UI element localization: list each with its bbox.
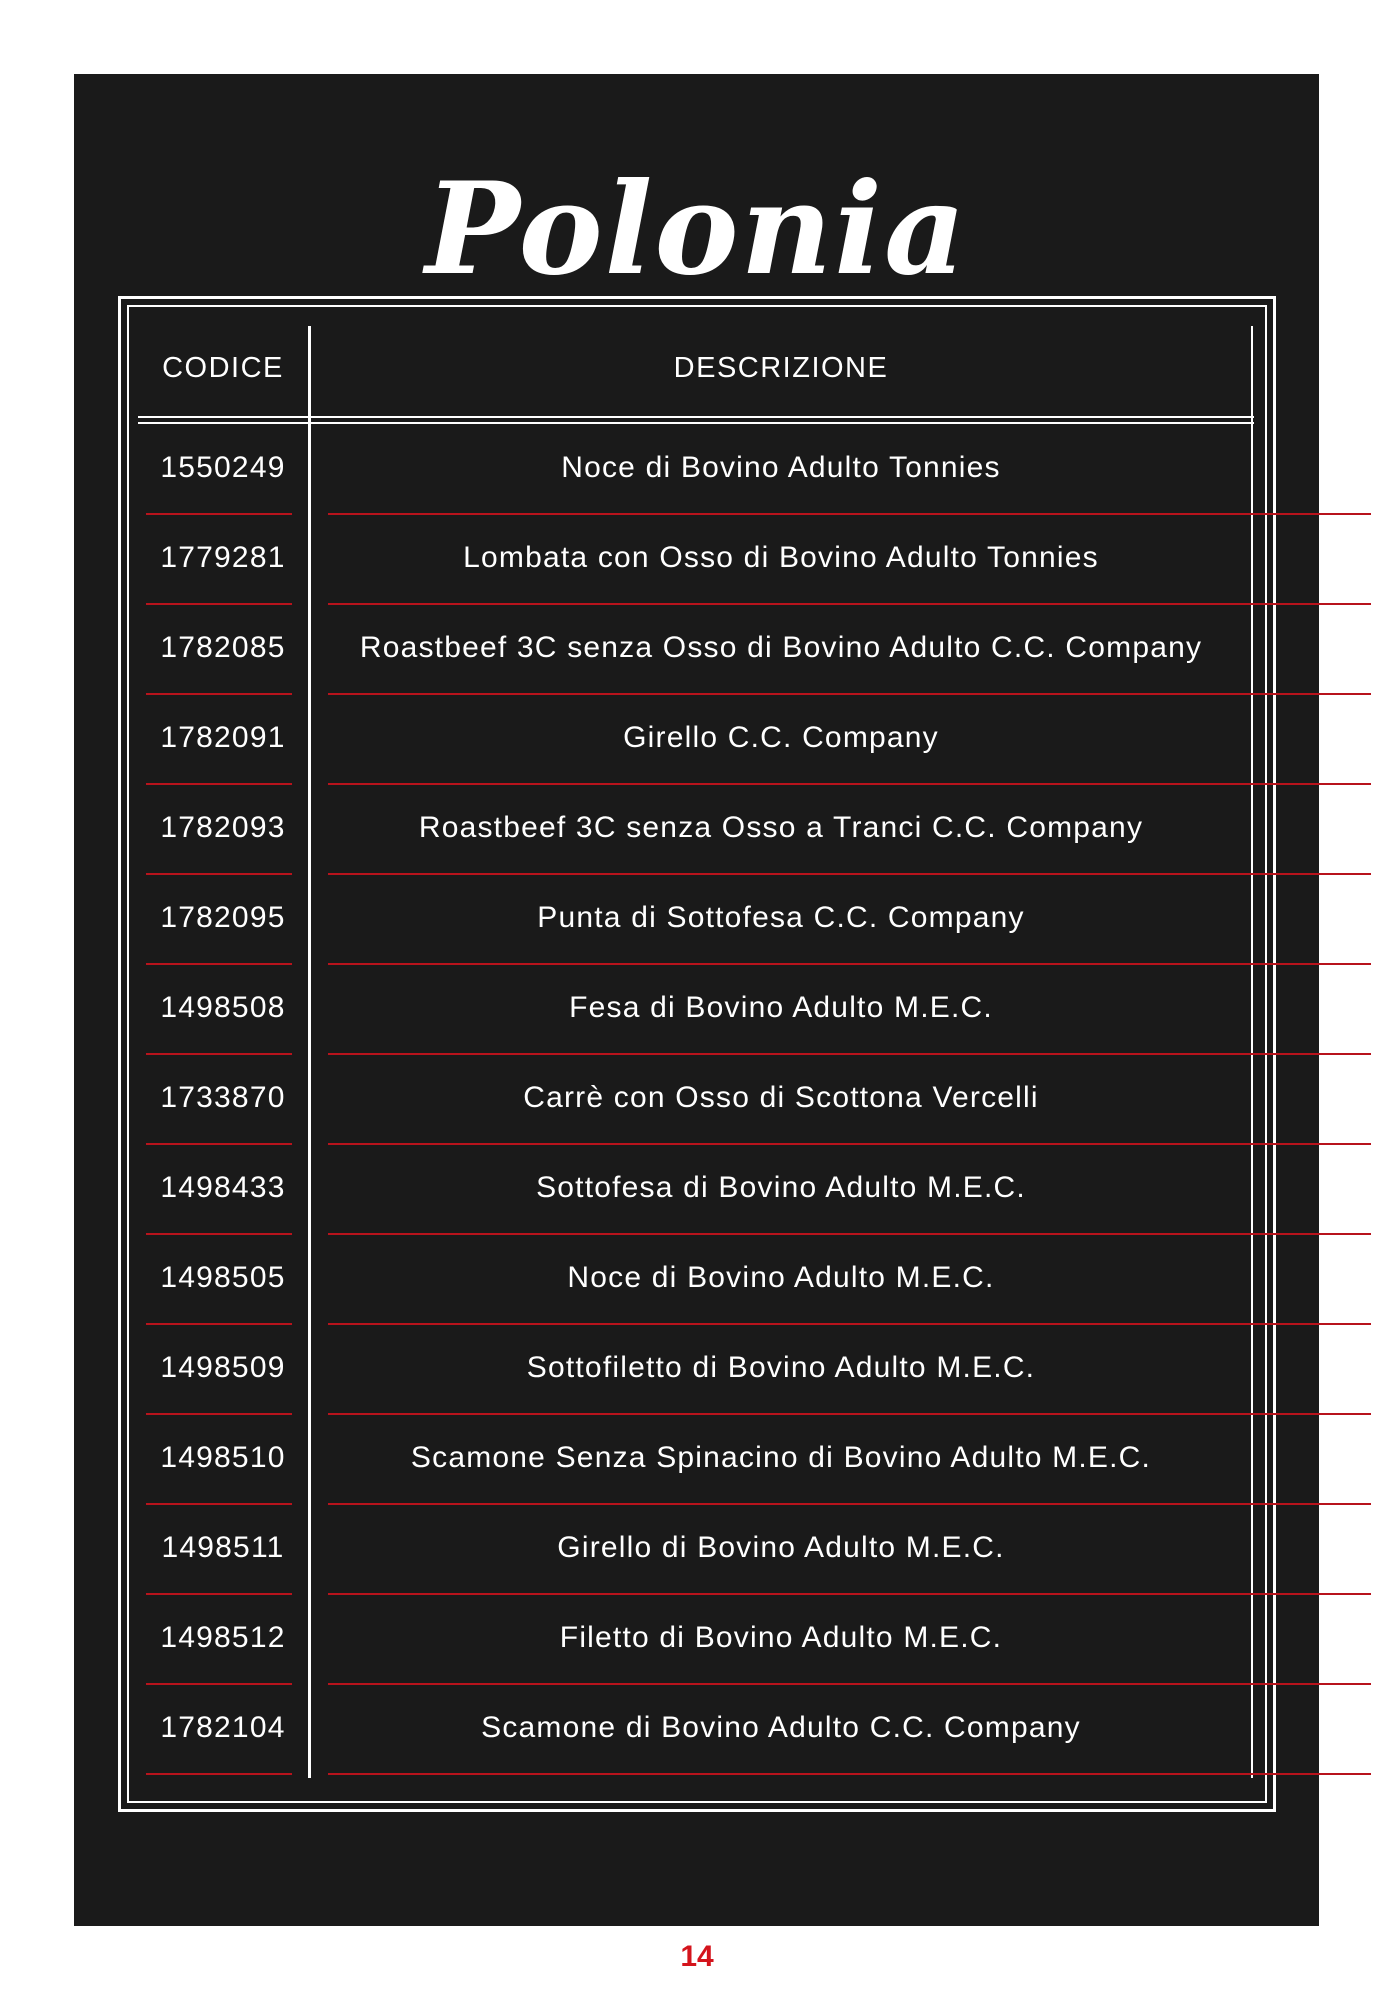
table-row bbox=[138, 608, 1254, 698]
page-title: Polonia bbox=[425, 155, 968, 303]
row-separator bbox=[146, 1233, 292, 1235]
row-separator bbox=[328, 1773, 1371, 1775]
table-row bbox=[138, 1598, 1254, 1688]
row-separator bbox=[328, 1593, 1371, 1595]
row-code: 1733870 bbox=[160, 1081, 286, 1114]
row-description: Roastbeef 3C senza Osso di Bovino Adulto C.C. Company bbox=[359, 631, 1203, 664]
table-row bbox=[138, 878, 1254, 968]
row-description: Girello di Bovino Adulto M.E.C. bbox=[557, 1531, 1005, 1564]
row-code: 1498505 bbox=[160, 1261, 286, 1294]
row-separator bbox=[328, 783, 1371, 785]
row-separator bbox=[328, 873, 1371, 875]
header-description: DESCRIZIONE bbox=[673, 352, 889, 384]
row-code: 1498433 bbox=[160, 1171, 286, 1204]
row-separator bbox=[146, 873, 292, 875]
table-row bbox=[138, 428, 1254, 518]
table-row bbox=[138, 1238, 1254, 1328]
row-description: Sottofiletto di Bovino Adulto M.E.C. bbox=[526, 1351, 1036, 1384]
row-separator bbox=[146, 1143, 292, 1145]
row-separator bbox=[146, 783, 292, 785]
row-code: 1782104 bbox=[160, 1711, 286, 1744]
header-code: CODICE bbox=[162, 352, 284, 384]
row-description: Filetto di Bovino Adulto M.E.C. bbox=[559, 1621, 1003, 1654]
row-description: Noce di Bovino Adulto Tonnies bbox=[561, 451, 1001, 484]
row-description: Lombata con Osso di Bovino Adulto Tonnies bbox=[463, 541, 1099, 574]
row-separator bbox=[328, 1323, 1371, 1325]
row-separator bbox=[146, 1053, 292, 1055]
row-description: Carrè con Osso di Scottona Vercelli bbox=[523, 1081, 1039, 1114]
row-separator bbox=[328, 1143, 1371, 1145]
table-row bbox=[138, 1328, 1254, 1418]
row-separator bbox=[328, 1503, 1371, 1505]
row-separator bbox=[146, 1413, 292, 1415]
row-separator bbox=[328, 963, 1371, 965]
table-row bbox=[138, 968, 1254, 1058]
table-row bbox=[138, 1148, 1254, 1238]
row-separator bbox=[146, 513, 292, 515]
row-separator bbox=[146, 1773, 292, 1775]
row-separator bbox=[328, 513, 1371, 515]
row-description: Fesa di Bovino Adulto M.E.C. bbox=[569, 991, 993, 1024]
row-code: 1498512 bbox=[160, 1621, 286, 1654]
row-separator bbox=[328, 1413, 1371, 1415]
row-description: Scamone Senza Spinacino di Bovino Adulto M.E.C. bbox=[410, 1441, 1152, 1474]
row-code: 1782093 bbox=[160, 811, 286, 844]
table-row bbox=[138, 1508, 1254, 1598]
table-row bbox=[138, 698, 1254, 788]
table-row bbox=[138, 788, 1254, 878]
row-code: 1782085 bbox=[160, 631, 286, 664]
header-rule bbox=[138, 422, 1254, 424]
row-code: 1782091 bbox=[160, 721, 286, 754]
row-separator bbox=[146, 1323, 292, 1325]
row-separator bbox=[328, 1233, 1371, 1235]
row-code: 1498510 bbox=[160, 1441, 286, 1474]
row-description: Girello C.C. Company bbox=[623, 721, 939, 754]
table-row bbox=[138, 1688, 1254, 1778]
row-description: Scamone di Bovino Adulto C.C. Company bbox=[481, 1711, 1081, 1744]
row-separator bbox=[146, 1503, 292, 1505]
row-code: 1782095 bbox=[160, 901, 286, 934]
row-separator bbox=[146, 693, 292, 695]
table-row bbox=[138, 1058, 1254, 1148]
row-code: 1498511 bbox=[161, 1531, 285, 1564]
row-separator bbox=[328, 1683, 1371, 1685]
table-row bbox=[138, 1418, 1254, 1508]
row-code: 1550249 bbox=[160, 451, 286, 484]
row-separator bbox=[328, 603, 1371, 605]
row-separator bbox=[146, 603, 292, 605]
table-row bbox=[138, 518, 1254, 608]
row-description: Sottofesa di Bovino Adulto M.E.C. bbox=[536, 1171, 1026, 1204]
row-separator bbox=[146, 1593, 292, 1595]
row-code: 1779281 bbox=[160, 541, 286, 574]
page-number: 14 bbox=[680, 1940, 714, 1973]
row-code: 1498508 bbox=[160, 991, 286, 1024]
row-description: Noce di Bovino Adulto M.E.C. bbox=[567, 1261, 995, 1294]
row-description: Punta di Sottofesa C.C. Company bbox=[537, 901, 1025, 934]
row-separator bbox=[146, 963, 292, 965]
row-code: 1498509 bbox=[160, 1351, 286, 1384]
row-separator bbox=[328, 1053, 1371, 1055]
row-separator bbox=[328, 693, 1371, 695]
row-separator bbox=[146, 1683, 292, 1685]
row-description: Roastbeef 3C senza Osso a Tranci C.C. Company bbox=[418, 811, 1144, 844]
header-rule bbox=[138, 416, 1254, 418]
